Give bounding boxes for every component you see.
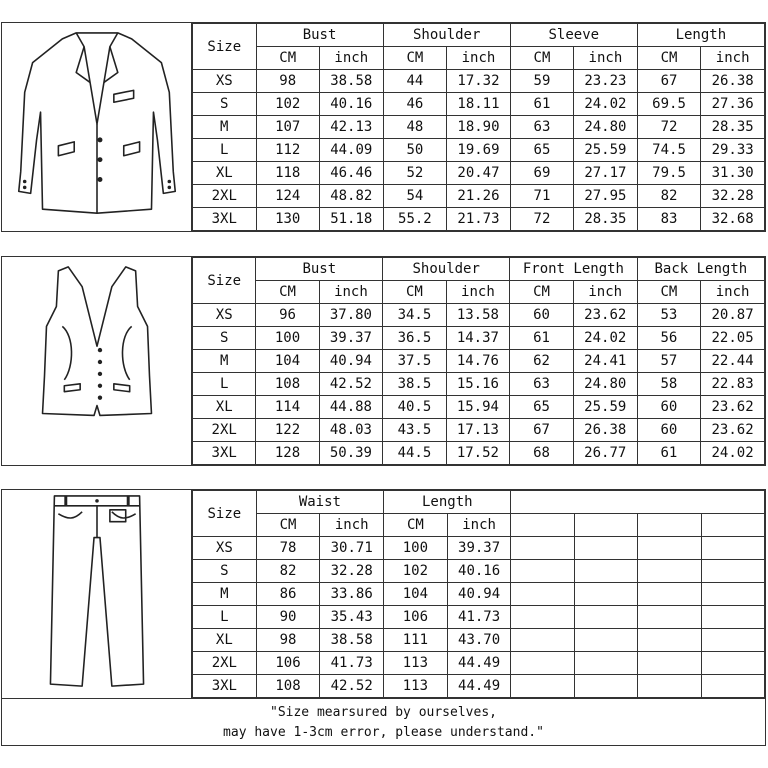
- pants-size-section: [1, 489, 766, 699]
- value-cell: 61: [637, 442, 701, 465]
- value-cell: 23.62: [573, 304, 637, 327]
- value-cell: 67: [637, 70, 701, 93]
- empty-cell: [638, 606, 701, 629]
- value-cell: 24.41: [573, 350, 637, 373]
- size-cell: 3XL: [193, 675, 257, 698]
- value-cell: 22.05: [701, 327, 765, 350]
- value-cell: 38.58: [320, 629, 384, 652]
- value-cell: 40.94: [447, 583, 511, 606]
- table-row: [193, 373, 765, 396]
- size-cell: 3XL: [193, 442, 256, 465]
- empty-cell: [574, 675, 637, 698]
- table-row: [193, 70, 765, 93]
- value-cell: 102: [384, 560, 448, 583]
- vest-icon: [2, 257, 192, 465]
- value-cell: 82: [637, 185, 701, 208]
- value-cell: 29.33: [701, 139, 765, 162]
- table-row: [193, 350, 765, 373]
- table-row: [193, 396, 765, 419]
- value-cell: 18.90: [447, 116, 511, 139]
- empty-cell: [701, 537, 764, 560]
- size-cell: XS: [193, 304, 256, 327]
- size-cell: L: [193, 139, 257, 162]
- value-cell: 31.30: [701, 162, 765, 185]
- value-cell: 27.95: [574, 185, 638, 208]
- value-cell: 60: [637, 396, 701, 419]
- value-cell: 86: [256, 583, 320, 606]
- value-cell: 102: [256, 93, 319, 116]
- unit-header: CM: [637, 281, 701, 304]
- header-row-units: [193, 281, 765, 304]
- value-cell: 27.17: [574, 162, 638, 185]
- value-cell: 82: [256, 560, 320, 583]
- table-row: [193, 560, 765, 583]
- value-cell: 34.5: [383, 304, 446, 327]
- value-cell: 50: [383, 139, 447, 162]
- table-row: [193, 327, 765, 350]
- value-cell: 44.5: [383, 442, 446, 465]
- value-cell: 33.86: [320, 583, 384, 606]
- size-cell: M: [193, 583, 257, 606]
- unit-header: CM: [256, 281, 319, 304]
- table-row: [193, 208, 765, 231]
- value-cell: 18.11: [447, 93, 511, 116]
- header-row-units: [193, 47, 765, 70]
- table-row: [193, 629, 765, 652]
- group-header: Bust: [256, 24, 383, 47]
- unit-header: CM: [383, 47, 447, 70]
- table-row: [193, 304, 765, 327]
- value-cell: 59: [510, 70, 573, 93]
- size-cell: XS: [193, 70, 257, 93]
- size-header: Size: [193, 491, 257, 537]
- empty-cell: [511, 675, 574, 698]
- value-cell: 25.59: [574, 139, 638, 162]
- table-row: [193, 419, 765, 442]
- value-cell: 44: [383, 70, 447, 93]
- value-cell: 46.46: [319, 162, 383, 185]
- value-cell: 24.80: [573, 373, 637, 396]
- value-cell: 27.36: [701, 93, 765, 116]
- value-cell: 39.37: [319, 327, 383, 350]
- empty-cell: [701, 514, 764, 537]
- value-cell: 42.52: [320, 675, 384, 698]
- value-cell: 39.37: [447, 537, 511, 560]
- value-cell: 43.70: [447, 629, 511, 652]
- table-row: [193, 185, 765, 208]
- value-cell: 100: [384, 537, 448, 560]
- value-cell: 79.5: [637, 162, 701, 185]
- empty-cell: [511, 491, 765, 514]
- group-header: Waist: [256, 491, 383, 514]
- size-cell: 2XL: [193, 185, 257, 208]
- header-row-groups: [193, 491, 765, 514]
- vest-size-section: [1, 256, 766, 466]
- value-cell: 55.2: [383, 208, 447, 231]
- unit-header: inch: [320, 514, 384, 537]
- unit-header: inch: [574, 47, 638, 70]
- value-cell: 36.5: [383, 327, 446, 350]
- value-cell: 96: [256, 304, 319, 327]
- group-header: Front Length: [510, 258, 637, 281]
- table-row: [193, 537, 765, 560]
- empty-cell: [638, 514, 701, 537]
- unit-header: CM: [510, 281, 574, 304]
- value-cell: 19.69: [447, 139, 511, 162]
- group-header: Length: [637, 24, 764, 47]
- value-cell: 20.47: [447, 162, 511, 185]
- value-cell: 98: [256, 629, 320, 652]
- value-cell: 25.59: [573, 396, 637, 419]
- value-cell: 48.82: [319, 185, 383, 208]
- empty-cell: [511, 583, 574, 606]
- value-cell: 100: [256, 327, 319, 350]
- empty-cell: [511, 560, 574, 583]
- value-cell: 32.68: [701, 208, 765, 231]
- value-cell: 28.35: [701, 116, 765, 139]
- value-cell: 58: [637, 373, 701, 396]
- value-cell: 128: [256, 442, 319, 465]
- value-cell: 23.62: [701, 396, 765, 419]
- header-row-groups: [193, 258, 765, 281]
- group-header: Length: [384, 491, 511, 514]
- group-header: Shoulder: [383, 24, 510, 47]
- value-cell: 61: [510, 327, 574, 350]
- value-cell: 72: [510, 208, 573, 231]
- value-cell: 14.37: [446, 327, 510, 350]
- empty-cell: [574, 606, 637, 629]
- empty-cell: [638, 583, 701, 606]
- value-cell: 44.88: [319, 396, 383, 419]
- unit-header: inch: [701, 47, 765, 70]
- value-cell: 44.09: [319, 139, 383, 162]
- empty-cell: [701, 652, 764, 675]
- value-cell: 68: [510, 442, 574, 465]
- value-cell: 74.5: [637, 139, 701, 162]
- pants-icon: [2, 490, 192, 698]
- value-cell: 98: [256, 70, 319, 93]
- value-cell: 124: [256, 185, 319, 208]
- value-cell: 57: [637, 350, 701, 373]
- value-cell: 23.62: [701, 419, 765, 442]
- value-cell: 52: [383, 162, 447, 185]
- size-cell: 2XL: [193, 652, 257, 675]
- value-cell: 38.58: [319, 70, 383, 93]
- measurement-note: [1, 698, 766, 746]
- value-cell: 72: [637, 116, 701, 139]
- table-row: [193, 442, 765, 465]
- unit-header: inch: [446, 281, 510, 304]
- size-cell: M: [193, 116, 257, 139]
- jacket-size-section: [1, 22, 766, 232]
- header-row-groups: [193, 24, 765, 47]
- empty-cell: [511, 606, 574, 629]
- jacket-size-table: [192, 23, 765, 231]
- value-cell: 69.5: [637, 93, 701, 116]
- unit-header: CM: [383, 281, 446, 304]
- value-cell: 21.73: [447, 208, 511, 231]
- empty-cell: [574, 583, 637, 606]
- value-cell: 22.83: [701, 373, 765, 396]
- empty-cell: [701, 560, 764, 583]
- value-cell: 26.38: [701, 70, 765, 93]
- value-cell: 104: [256, 350, 319, 373]
- size-cell: XL: [193, 396, 256, 419]
- value-cell: 51.18: [319, 208, 383, 231]
- value-cell: 69: [510, 162, 573, 185]
- value-cell: 42.52: [319, 373, 383, 396]
- unit-header: inch: [573, 281, 637, 304]
- value-cell: 114: [256, 396, 319, 419]
- unit-header: CM: [510, 47, 573, 70]
- value-cell: 15.16: [446, 373, 510, 396]
- pants-illustration: [2, 490, 192, 698]
- unit-header: CM: [637, 47, 701, 70]
- value-cell: 24.80: [574, 116, 638, 139]
- empty-cell: [511, 629, 574, 652]
- value-cell: 56: [637, 327, 701, 350]
- value-cell: 118: [256, 162, 319, 185]
- value-cell: 60: [510, 304, 574, 327]
- value-cell: 17.52: [446, 442, 510, 465]
- size-cell: 3XL: [193, 208, 257, 231]
- value-cell: 30.71: [320, 537, 384, 560]
- unit-header: CM: [256, 514, 320, 537]
- value-cell: 24.02: [574, 93, 638, 116]
- table-row: [193, 606, 765, 629]
- value-cell: 38.5: [383, 373, 446, 396]
- value-cell: 42.13: [319, 116, 383, 139]
- value-cell: 46: [383, 93, 447, 116]
- value-cell: 111: [384, 629, 448, 652]
- value-cell: 78: [256, 537, 320, 560]
- empty-cell: [574, 652, 637, 675]
- value-cell: 130: [256, 208, 319, 231]
- value-cell: 44.49: [447, 652, 511, 675]
- unit-header: inch: [319, 281, 383, 304]
- empty-cell: [511, 652, 574, 675]
- empty-cell: [511, 537, 574, 560]
- size-cell: M: [193, 350, 256, 373]
- value-cell: 50.39: [319, 442, 383, 465]
- value-cell: 104: [384, 583, 448, 606]
- empty-cell: [511, 514, 574, 537]
- value-cell: 37.5: [383, 350, 446, 373]
- value-cell: 71: [510, 185, 573, 208]
- size-header: Size: [193, 24, 257, 70]
- value-cell: 22.44: [701, 350, 765, 373]
- table-row: [193, 116, 765, 139]
- value-cell: 17.32: [447, 70, 511, 93]
- vest-illustration: [2, 257, 192, 465]
- value-cell: 24.02: [573, 327, 637, 350]
- size-cell: 2XL: [193, 419, 256, 442]
- value-cell: 24.02: [701, 442, 765, 465]
- unit-header: CM: [384, 514, 448, 537]
- value-cell: 32.28: [320, 560, 384, 583]
- size-cell: L: [193, 373, 256, 396]
- note-line-2: may have 1-3cm error, please understand.": [223, 725, 544, 740]
- value-cell: 35.43: [320, 606, 384, 629]
- value-cell: 48.03: [319, 419, 383, 442]
- table-row: [193, 162, 765, 185]
- value-cell: 41.73: [447, 606, 511, 629]
- header-row-units: [193, 514, 765, 537]
- empty-cell: [701, 583, 764, 606]
- jacket-icon: [2, 23, 192, 231]
- table-row: [193, 93, 765, 116]
- value-cell: 37.80: [319, 304, 383, 327]
- value-cell: 65: [510, 396, 574, 419]
- empty-cell: [638, 675, 701, 698]
- size-cell: XL: [193, 629, 257, 652]
- value-cell: 23.23: [574, 70, 638, 93]
- value-cell: 54: [383, 185, 447, 208]
- value-cell: 53: [637, 304, 701, 327]
- value-cell: 28.35: [574, 208, 638, 231]
- table-row: [193, 652, 765, 675]
- value-cell: 107: [256, 116, 319, 139]
- unit-header: CM: [256, 47, 319, 70]
- value-cell: 90: [256, 606, 320, 629]
- value-cell: 61: [510, 93, 573, 116]
- value-cell: 106: [256, 652, 320, 675]
- group-header: Shoulder: [383, 258, 510, 281]
- value-cell: 13.58: [446, 304, 510, 327]
- jacket-illustration: [2, 23, 192, 231]
- value-cell: 26.38: [573, 419, 637, 442]
- group-header: Back Length: [637, 258, 764, 281]
- note-line-1: "Size mearsured by ourselves,: [270, 705, 497, 720]
- table-row: [193, 675, 765, 698]
- empty-cell: [574, 629, 637, 652]
- value-cell: 60: [637, 419, 701, 442]
- value-cell: 43.5: [383, 419, 446, 442]
- unit-header: inch: [319, 47, 383, 70]
- value-cell: 67: [510, 419, 574, 442]
- unit-header: inch: [447, 47, 511, 70]
- empty-cell: [701, 675, 764, 698]
- value-cell: 62: [510, 350, 574, 373]
- value-cell: 106: [384, 606, 448, 629]
- value-cell: 108: [256, 675, 320, 698]
- empty-cell: [701, 629, 764, 652]
- size-cell: S: [193, 93, 257, 116]
- value-cell: 83: [637, 208, 701, 231]
- size-cell: XS: [193, 537, 257, 560]
- value-cell: 41.73: [320, 652, 384, 675]
- value-cell: 48: [383, 116, 447, 139]
- vest-size-table: [192, 257, 765, 465]
- value-cell: 15.94: [446, 396, 510, 419]
- size-cell: S: [193, 560, 257, 583]
- value-cell: 40.94: [319, 350, 383, 373]
- value-cell: 108: [256, 373, 319, 396]
- pants-size-table: [192, 490, 765, 698]
- group-header: Sleeve: [510, 24, 637, 47]
- value-cell: 40.16: [319, 93, 383, 116]
- unit-header: inch: [447, 514, 511, 537]
- empty-cell: [701, 606, 764, 629]
- table-row: [193, 139, 765, 162]
- value-cell: 26.77: [573, 442, 637, 465]
- table-row: [193, 583, 765, 606]
- size-cell: L: [193, 606, 257, 629]
- value-cell: 32.28: [701, 185, 765, 208]
- value-cell: 65: [510, 139, 573, 162]
- unit-header: inch: [701, 281, 765, 304]
- value-cell: 63: [510, 373, 574, 396]
- empty-cell: [574, 560, 637, 583]
- value-cell: 40.16: [447, 560, 511, 583]
- empty-cell: [638, 537, 701, 560]
- size-cell: S: [193, 327, 256, 350]
- empty-cell: [574, 537, 637, 560]
- value-cell: 21.26: [447, 185, 511, 208]
- value-cell: 40.5: [383, 396, 446, 419]
- empty-cell: [638, 652, 701, 675]
- value-cell: 112: [256, 139, 319, 162]
- value-cell: 20.87: [701, 304, 765, 327]
- group-header: Bust: [256, 258, 383, 281]
- value-cell: 44.49: [447, 675, 511, 698]
- size-cell: XL: [193, 162, 257, 185]
- size-header: Size: [193, 258, 256, 304]
- empty-cell: [574, 514, 637, 537]
- value-cell: 113: [384, 675, 448, 698]
- value-cell: 14.76: [446, 350, 510, 373]
- value-cell: 122: [256, 419, 319, 442]
- empty-cell: [638, 629, 701, 652]
- value-cell: 17.13: [446, 419, 510, 442]
- value-cell: 113: [384, 652, 448, 675]
- empty-cell: [638, 560, 701, 583]
- value-cell: 63: [510, 116, 573, 139]
